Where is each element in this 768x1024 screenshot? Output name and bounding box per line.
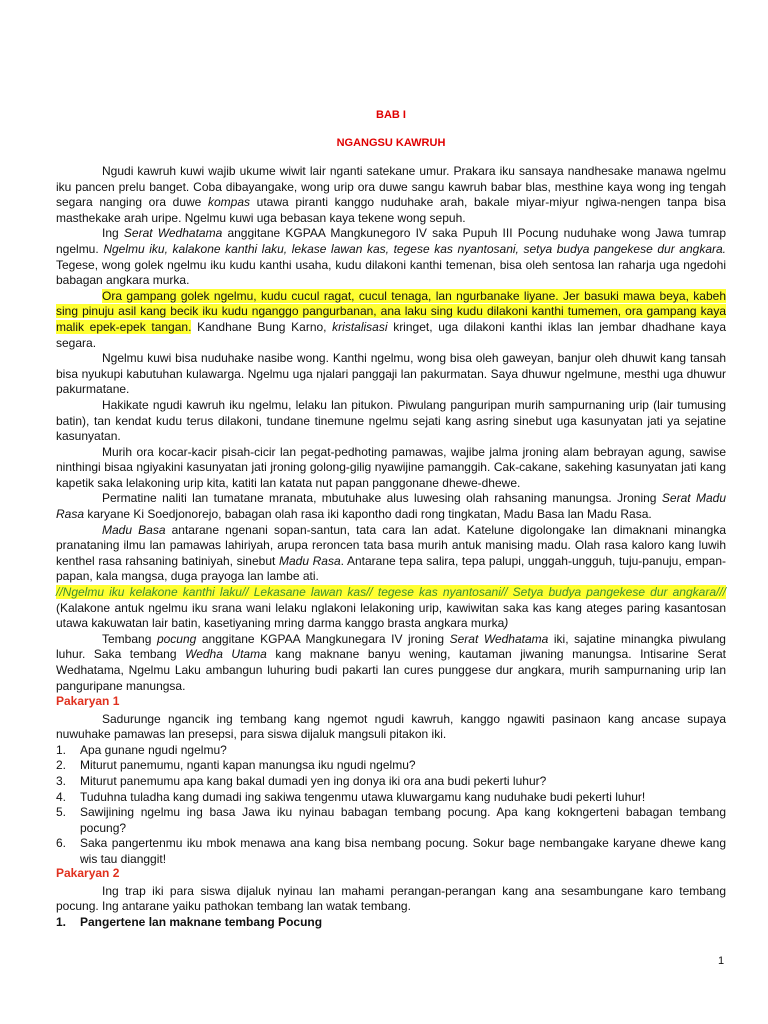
- highlighted-text: Ora gampang golek ngelmu, kudu cucul ragat, cucul tenaga, lan ngurbanake liyane. Jer basuki mawa beya, kabeh sing pinuju asil kang becik iku kudu nganggo pangurbanan, ana laku sing kudu dilakoni kanthi tumemen, ora gampang kaya malik epek-epek tangan.: [56, 288, 726, 334]
- paragraph-10: Tembang pocung anggitane KGPAA Mangkunegara IV jroning Serat Wedhatama iki, sajatine minangka piwulang luhur. Saka tembang Wedha Utama kang maknane banyu wening, kautaman jiwaning manungsa. Intisarine Serat Wedhatama, Ngelmu Laku ambangun luhuring budi pakarti lan cures punggese dur angkara, murih sampurnaning urip lan panguripane manungsa.: [56, 631, 727, 693]
- paragraph-6: Murih ora kocar-kacir pisah-cicir lan pegat-pedhoting pamawas, wajibe jalma jroning alam bebrayan agung, sawise ninthingi bisaa ngiyakini kasunyatan jati jroning golong-gilig nyawijine pamanggih. Cak-cakane, sakehing kasunyatan jati kang kapetik saka lelakoning urip kita, katiti lan katata nut papan panggonane dhewe-dhewe.: [56, 444, 726, 490]
- paragraph-2: Ing Serat Wedhatama anggitane KGPAA Mangkunegoro IV saka Pupuh III Pocung nuduhake wong Jawa tumrap ngelmu. Ngelmu iku, kalakone kanthi laku, lekase lawan kas, tegese kas nyantosani, setya budya pangekese dur angkara. Tegese, wong golek ngelmu iku kudu kanthi usaha, kudu dilakoni kanthi temenan, bisa oleh sentosa lan raharja uga ngedohi babagan angkara murka.: [56, 226, 726, 288]
- paragraph-4: Ngelmu kuwi bisa nuduhake nasibe wong. Kanthi ngelmu, wong bisa oleh gaweyan, banjur oleh dhuwit kang tansah bisa nyukupi kabutuhan kulawarga. Ngelmu uga njalari panggaji lan pakurmatan. Saya dhuwur ngelmune, mesthi uga dhuwur pakurmatane.: [56, 351, 726, 397]
- question-item: 3. Miturut panemumu apa kang bakal dumadi yen ing donya iki ora ana budi pekerti luhur?: [56, 773, 547, 788]
- chapter-label: BAB I: [376, 109, 406, 121]
- pakaryan-1-title: Pakaryan 1: [56, 694, 120, 708]
- page-number: 1: [718, 955, 725, 967]
- question-item: 2. Miturut panemumu, nganti kapan manungsa iku ngudi ngelmu?: [56, 758, 416, 773]
- question-item: 4. Tuduhna tuladha kang dumadi ing sakiwa tengenmu utawa kluwargamu kang nuduhake budi pekerti luhur!: [56, 789, 646, 804]
- pakaryan-2-intro: Ing trap iki para siswa dijaluk nyinau lan mahami perangan-perangan kang ana sesambungane karo tembang pocung. Ing antarane yaiku pathokan tembang lan watak tembang.: [56, 883, 726, 914]
- chapter-title: NGANGSU KAWRUH: [336, 137, 446, 149]
- topic-list: [56, 915, 726, 931]
- paragraph-9: //Ngelmu iku kelakone kanthi laku// Lekasane lawan kas// tegese kas nyantosani// Setya budya pangekese dur angkara/// (Kalakone antuk ngelmu iku srana wani lelaku nglakoni lelakoning urip, kawiwitan saka kas kang ateges paring kasantosan utawa kakuwatan lair batin, kasetiyaning mring darma kanggo brasta angkara murka): [56, 585, 726, 631]
- paragraph-1: Ngudi kawruh kuwi wajib ukume wiwit lair nganti satekane umur. Prakara iku sansaya nandhesake manawa ngelmu iku pancen prelu banget. Coba dibayangake, wong urip ora duwe sangu kawruh babar blas, mesthine kaya wong ing tengah segara nanging ora duwe kompas utawa piranti kanggo nuduhake arah, bakale miyar-miyur ngiwa-nengen tanpa bisa masthekake arah uripe. Ngelmu kuwi uga bebasan kaya tekene wong sepuh.: [56, 164, 726, 225]
- paragraph-5: Hakikate ngudi kawruh iku ngelmu, lelaku lan pitukon. Piwulang panguripan murih sampurnaning urip (lair tumusing batin), tan kendat kudu terus dilakoni, tundane tinemune ngelmu sejati kang asring sinebut uga kasunyatan jati ya sejatine kasunyatan.: [56, 397, 726, 444]
- topic-item: 1. Pangertene lan maknane tembang Pocung: [56, 914, 323, 929]
- question-item: 6. Saka pangertenmu iku mbok menawa ana kang bisa nembang pocung. Sokur bage nembangake karyane dhewe kang wis tau dianggit!: [56, 836, 726, 866]
- question-item: 1. Apa gunane ngudi ngelmu?: [56, 742, 227, 757]
- body-text: [56, 164, 726, 694]
- paragraph-7: Permatine naliti lan tumatane mranata, mbutuhake alus luwesing olah rahsaning manungsa. Jroning Serat Madu Rasa karyane Ki Soedjonorejo, babagan olah rasa iki kapontho dadi rong tingkatan, Madu Basa lan Madu Rasa.: [56, 491, 726, 522]
- paragraph-3: Ora gampang golek ngelmu, kudu cucul ragat, cucul tenaga, lan ngurbanake liyane. Jer basuki mawa beya, kabeh sing pinuju asil kang becik iku kudu nganggo pangurbanan, ana laku sing kudu dilakoni kanthi tumemen, ora gampang kaya malik epek-epek tangan. Kandhane Bung Karno, kristalisasi kringet, uga dilakoni kanthi iklas lan jembar dhadhane kaya segara.: [56, 288, 726, 350]
- pakaryan-2-title: Pakaryan 2: [56, 866, 120, 880]
- pakaryan-1-intro: Sadurunge ngancik ing tembang kang ngemot ngudi kawruh, kanggo ngawiti pasinaon kang ancase supaya nuwuhake pamawas lan presepsi, para siswa dijaluk mangsuli pitakon iki.: [56, 711, 726, 742]
- paragraph-8: Madu Basa antarane ngenani sopan-santun, tata cara lan adat. Katelune digolongake lan dimaknani minangka pranataning ilmu lan pamawas lahiriyah, arupa reroncen tata basa murih antuk manising madu. Olah rasa kaloro kang luwih kenthel rasa rahsaning batiniyah, sinebut Madu Rasa. Antarane tepa salira, tepa palupi, unggah-ungguh, tuju-panuju, empan-papan, kala mangsa, duga prayoga lan lambe ati.: [56, 522, 726, 584]
- pakaryan-2-section: [56, 866, 726, 930]
- document-page: [56, 0, 726, 1024]
- question-item: 5. Sawijining ngelmu ing basa Jawa iku nyinau babagan tembang pocung. Apa kang kokngerteni babagan tembang pocung?: [56, 805, 726, 835]
- pakaryan-1-section: [56, 694, 726, 868]
- highlighted-quote: //Ngelmu iku kelakone kanthi laku// Lekasane lawan kas// tegese kas nyantosani// Setya budya pangekese dur angkara///: [56, 585, 726, 600]
- question-list: [56, 743, 726, 868]
